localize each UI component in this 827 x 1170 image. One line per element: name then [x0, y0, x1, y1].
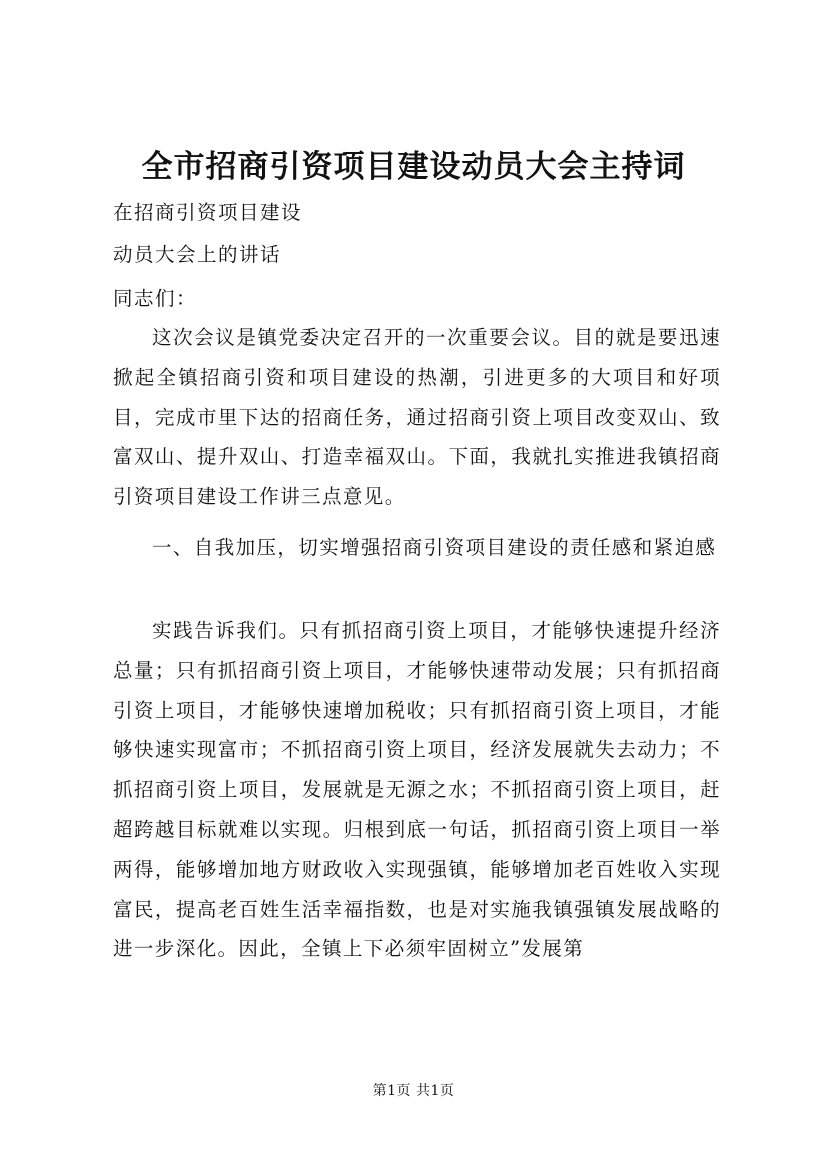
document-title: 全市招商引资项目建设动员大会主持词: [141, 149, 686, 185]
paragraph-practice: 实践告诉我们。只有抓招商引资上项目，才能够快速提升经济总量；只有抓招商引资上项目，才能够快速带动发展；只有抓招商引资上项目，才能够快速增加税收；只有抓招商引资上项目，才能够快速实现富市；不抓招商引资上项目，经济发展就失去动力；不抓招商引资上项目，发展就是无源之水；不抓招商引资上项目，赶超跨越目标就难以实现。归根到底一句话，抓招商引资上项目一举两得，能够增加地方财政收入实现强镇，能够增加老百姓收入实现富民，提高老百姓生活幸福指数，也是对实施我镇强镇发展战略的进一步深化。因此，全镇上下必须牢固树立”发展第: [113, 619, 721, 961]
subtitle-line-2: 动员大会上的讲话: [113, 243, 282, 266]
subtitle-line-1: 在招商引资项目建设: [113, 201, 303, 224]
salutation: 同志们：: [113, 287, 198, 310]
section-heading-1: 一、自我加压，切实增强招商引资项目建设的责任感和紧迫感: [152, 536, 717, 559]
page-footer: 第1页 共1页: [372, 1083, 455, 1099]
paragraph-intro: 这次会议是镇党委决定召开的一次重要会议。目的就是要迅速掀起全镇招商引资和项目建设的热潮，引进更多的大项目和好项目，完成市里下达的招商任务，通过招商引资上项目改变双山、致富双山、提升双山、打造幸福双山。下面，我就扎实推进我镇招商引资项目建设工作讲三点意见。: [113, 326, 721, 509]
